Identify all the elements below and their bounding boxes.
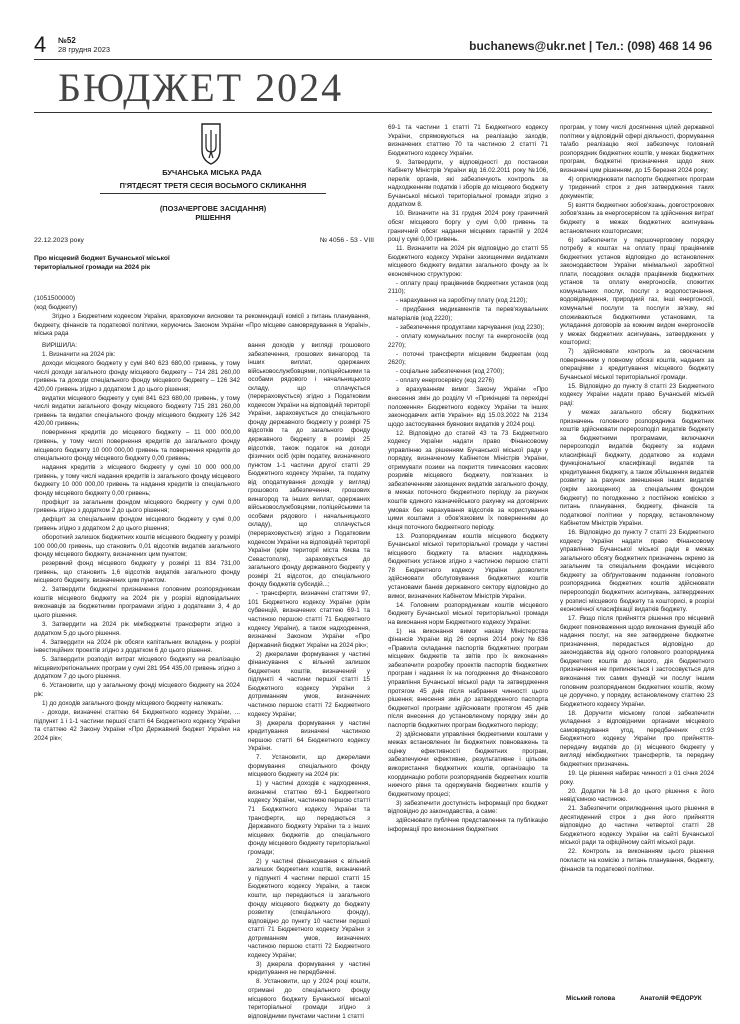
paragraph: - придбання медикаментів та перев'язувальних матеріалів (код 2220); [388, 306, 548, 323]
paragraph: - оплату комунальних послуг та енергоносіїв (код 2270); [388, 333, 548, 349]
text-column-2 [248, 342, 370, 1020]
paragraph: надання кредитів з місцевого бюджету у сумі 10 000 000,00 гривень, у тому числі надання кредитів із загального фонду місцевого бюджету 10 000 000,00 гривень та надання кредитів із спеціального фонду місцевого бюджету 0,00 гривень; [34, 464, 240, 497]
paragraph: 1. Визначити на 2024 рік: [42, 351, 116, 359]
paragraph: 3) забезпечити доступність інформації про бюджет відповідно до законодавства, а саме: [388, 799, 548, 816]
paragraph: - поточні трансферти місцевим бюджетам (код 2620); [388, 350, 548, 367]
paragraph: 17. Якщо після прийняття рішення про місцевий бюджет повноваження щодо виконання функцій або надання послуг, на яке затверджене бюджетне призначення, передається відповідно до законодавства від одного головного розпорядника бюджетних коштів до іншого, дія бюджетного призначення не припиняється і застосовується для виконання тих самих функцій чи послуг іншим головним розпорядником бюджетних коштів, якому це доручено, у порядку, встановленому статтею 23 Бюджетного кодексу України. [560, 615, 714, 708]
paragraph: 4. Затвердити на 2024 рік обсяги капітальних вкладень у розрізі інвестиційних проектів згідно з додатком 6 до цього рішення. [34, 638, 240, 655]
paragraph: ВИРІШИЛА: [42, 342, 78, 349]
session-type: (ПОЗАЧЕРГОВЕ ЗАСІДАННЯ) [159, 204, 267, 213]
issue-date: 28 грудня 2023 [58, 45, 111, 54]
paragraph: 1) у частині доходів є надходження, визначені статтею 69-1 Бюджетного кодексу України, частиною першою статті 71 Бюджетного кодексу України та трансферти, що передаються з Державного бюджету України та з інших місцевих бюджетів до спеціального фонду місцевого бюджету територіальної громади; [248, 780, 370, 856]
paragraph: профіцит за загальним фондом місцевого бюджету у сумі 0,00 гривень згідно з додатком 2 до цього рішення; [34, 498, 240, 515]
header-rule [34, 59, 712, 60]
signature-name: Анатолій ФЕДОРУК [640, 995, 702, 1002]
session-rule [100, 193, 326, 194]
paragraph: 22. Контроль за виконанням цього рішення покласти на комісію з питань планування, бюджету, фінансів та податкової політики. [560, 848, 714, 873]
paragraph: 3) джерела формування у частині кредитування визначені частиною першою статті 64 Бюджетного кодексу України. [248, 719, 370, 753]
paragraph: 9. Затвердити, у відповідності до постанови Кабінету Міністрів України від 16.02.2011 року №106, перелік органів, які забезпечують контроль за надходженням податків і зборів до місцевого бюджету Бучанської міської територіальної громади згідно з додатком 8. [388, 158, 548, 209]
page-number: 4 [34, 32, 47, 57]
paragraph: 8. Установити, що у 2024 році кошти, отримані до спеціального фонду місцевого бюджету Бучанської міської територіальної громади згідно з відповідними пунктами частини 1 статті [248, 978, 370, 1020]
document-type: РІШЕННЯ [195, 213, 231, 222]
paragraph: 16. Відповідно до пункту 7 статті 23 Бюджетного кодексу України надати право Фінансовому управлінню Бучанської міської ради в межах загального обсягу бюджетних призначень окремо за загальним та спеціальним фондами місцевого бюджету за обґрунтованим поданням головного розпорядника бюджетних коштів здійснювати перерозподіл бюджетних асигнувань, затверджених у розписі місцевого бюджету та кошторисі, в розрізі економічної класифікації видатків бюджету. [560, 529, 714, 614]
paragraph: - оплату енергосервісу (код 2276) [396, 377, 495, 385]
paragraph: вання доходів у вигляді грошового забезпечення, грошових винагород та інших виплат, одержаних військовослужбовцями, поліцейськими та особами рядового і начальницького складу, що сплачується (перераховується) згідно з Податковим кодексом України на відповідній території України, зараховується до спеціального фонду державного бюджету у розмірі 75 відсотків та до загального фонду державного бюджету в розмірі 25 відсотків, також податок на доходи фізичних осіб (крім податку, визначеного пунктом 1-1 частини другої статті 29 Бюджетного кодексу України, та податку від оподаткування доходів у вигляді грошового забезпечення, грошових винагород та інших виплат, одержаних військовослужбовцями, поліцейськими та особами рядового і начальницького складу), що сплачується (перераховується) згідно з Податковим кодексом України на відповідній території України (крім території міста Києва та Севастополя), зараховується до загального фонду державного бюджету у розмірі 21 відсоток, до спеціального фонду бюджетів субсидій...; [248, 342, 370, 589]
session-name: П'ЯТДЕСЯТ ТРЕТЯ СЕСІЯ ВОСЬМОГО СКЛИКАННЯ [119, 181, 307, 190]
paragraph: 6) забезпечити у першочерговому порядку потребу в коштах на оплату праці працівників бюджетних установ відповідно до встановлених законодавством України мінімальної заробітної плати, посадових окладів працівників бюджетних установ та оплату енергоносіїв, спожитих комунальних послуг, послуг з водопостачання, водовідведення, природний газ, інші енергоносії, комунальні послуги та послуги зв'язку, які споживаються бюджетними установами, та укладання договорів за кожним видом енергоносіїв у межах бюджетних асигнувань, затверджених у кошторисі; [560, 236, 714, 347]
issue-number: №52 [58, 36, 76, 45]
decision-intro [34, 313, 370, 339]
text-column-1 [34, 342, 240, 1002]
issue-info [58, 36, 110, 54]
contacts: buchanews@ukr.net | Тел.: (098) 468 14 96 [469, 39, 712, 53]
paragraph: доходи місцевого бюджету у сумі 840 623 680,00 гривень, у тому числі доходи загального фонду місцевого бюджету – 714 281 260,00 гривень та доходи спеціального фонду місцевого бюджету – 126 342 420,00 гривень згідно з додатком 1 до цього рішення; [34, 360, 240, 393]
decision-date: 22.12.2023 року [34, 237, 84, 244]
paragraph: - оплату праці працівників бюджетних установ (код 2110); [388, 279, 548, 296]
budget-code: (1051500000) [34, 295, 76, 302]
paragraph: повернення кредитів до місцевого бюджету – 11 000 000,00 гривень, у тому числі повернення кредитів до загального фонду місцевого бюджету 10 000 000,00 гривень та повернення кредитів до спеціального фонду місцевого бюджету 0,00 гривень; [34, 429, 240, 463]
paragraph: 2) здійснювати управління бюджетними коштами у межах встановлених їм бюджетних повноважень та оцінку ефективності бюджетних програм, забезпечуючи ефективне, результативне і цільове використання бюджетних коштів, організацію та координацію роботи розпорядників бюджетних коштів нижчого рівня та одержувачів бюджетних коштів у бюджетному процесі; [388, 730, 548, 798]
decision-number: № 4056 - 53 - VIII [319, 237, 374, 244]
paragraph: - нарахування на заробітну плату (код 2120); [396, 297, 528, 305]
decision-title: Про місцевий бюджет Бучанської міської територіальної громади на 2024 рік [34, 255, 170, 271]
paragraph: 5. Затвердити розподіл витрат місцевого бюджету на реалізацію місцевих/регіональних програм у сумі 281 954 435,00 гривень згідно з додатком 7 до цього рішення. [34, 656, 240, 681]
paragraph: 4) оприлюднювати паспорти бюджетних програм у триденний строк з дня затвердження таких документів; [560, 175, 714, 200]
paragraph: 7) здійснювати контроль за своєчасним поверненням у повному обсязі коштів, наданих за операціями з кредитування місцевого бюджету Бучанської міської територіальної громади. [560, 348, 714, 381]
paragraph: 1) до доходів загального фонду місцевого бюджету належать: [42, 699, 224, 707]
page-header [34, 32, 712, 58]
signature-position: Міський голова [566, 995, 616, 1002]
paragraph: 2. Затвердити бюджетні призначення головним розпорядникам коштів місцевого бюджету на 2024 рік у розрізі відповідальних виконавців за бюджетними програмами згідно з додатками 3, 4 до цього рішення. [34, 586, 240, 619]
trident-coat-of-arms-icon [200, 122, 222, 166]
paragraph: з врахуванням вимог Закону України «Про внесення змін до розділу VI «Прикінцеві та перехідні положення» Бюджетного кодексу України та інших законодавчих актів України» від 15.03.2022 № 2134 щодо застосування бувнових видатків у 2024 році. [388, 386, 548, 428]
paragraph: 69-1 та частини 1 статті 71 Бюджетного кодексу України, спрямовуються на реалізацію заходів, визначених статтею 70 та частиною 2 статті 71 Бюджетного кодексу України. [388, 124, 548, 157]
paragraph: 3. Затвердити на 2024 рік міжбюджетні трансферти згідно з додатком 5 до цього рішення. [34, 621, 240, 637]
paragraph: програм, у тому числі досягнення цілей державної політики у відповідній сфері діяльності, формування та/або реалізацію якої забезпечує головний розпорядник бюджетних коштів, у межах бюджетних програм, бюджетні призначення щодо яких визначені цим рішенням, до 15 березня 2024 року; [560, 124, 714, 174]
paragraph: - соціальне забезпечення (код 2700); [396, 368, 505, 376]
title-rule [34, 112, 712, 113]
paragraph: дефіцит за спеціальним фондом місцевого бюджету у сумі 0,00 гривень згідно з додатком 2 до цього рішення; [34, 516, 240, 532]
text-column-4 [560, 124, 714, 994]
paragraph: - доходи, визначені статтею 64 Бюджетного кодексу України, ... підпункт 1 і 1-1 частини першої статті 64 Бюджетного кодексу України та статтею 42 Закону України «Про Державний бюджет України на 2024 рік»; [34, 708, 240, 742]
paragraph: 2) джерелами формування у частині фінансування є вільний залишок бюджетних коштів, визначений у підпункті 4 частини першої статті 15 Бюджетного кодексу України з дотриманням умов, визначених частиною першою статті 72 Бюджетного кодексу України; [248, 650, 370, 718]
section-title: БЮДЖЕТ 2024 [58, 65, 344, 110]
council-name: БУЧАНСЬКА МІСЬКА РАДА [162, 168, 262, 177]
paragraph: оборотний залишок бюджетних коштів місцевого бюджету у розмірі 100 000,00 гривень, що становить 0,01 відсотків видатків загального фонду місцевого бюджету, визначених цим пунктом; [34, 534, 240, 559]
paragraph: 1) на виконання вимог наказу Міністерства фінансів України від 26 серпня 2014 року №836 «Правила складання паспортів бюджетних програм місцевих бюджетів та звітів про їх виконання» забезпечити розробку проектів паспортів бюджетних програм і надання їх на погодження до Фінансового управління Бучанської міської ради та затвердження протягом 45 днів після набрання чинності цього рішення; внесення змін до затвердженого паспорта бюджетної програми здійснювати протягом 45 днів після внесення до установленому порядку змін до паспортів бюджетних програм бюджетного періоду; [388, 627, 548, 729]
paragraph: резервний фонд місцевого бюджету у розмірі 11 834 731,00 гривень, що становить 1,6 відсотків видатків загального фонду місцевого бюджету, визначених цим пунктом. [34, 560, 240, 585]
paragraph: 15. Відповідно до пункту 8 статті 23 Бюджетного кодексу України надати право Бучанській міській раді: [560, 382, 714, 407]
paragraph: 20. Додатки №1-8 до цього рішення є його невід'ємною частиною. [560, 787, 714, 804]
paragraph: - забезпечення продуктами харчування (код 2230); [396, 324, 545, 332]
text-column-3 [388, 124, 548, 1002]
paragraph: видатки місцевого бюджету у сумі 841 623 680,00 гривень, у тому числі видатки загального фонду місцевого бюджету 715 281 260,00 гривень та видатки спеціального фонду місцевого бюджету 126 342 420,00 гривень; [34, 394, 240, 428]
paragraph: 18. Доручити міському голові забезпечити укладення з відповідними органами місцевого самоврядування угод, передбачених ст.93 Бюджетного кодексу України про прийняття-передачу видатків до (з) місцевого бюджету у вигляді міжбюджетних трансфертів, та передачу бюджетних призначень. [560, 709, 714, 768]
decision-intro-text: Згідно з Бюджетним кодексом України, враховуючи висновки та рекомендації комісії з питань планування, бюджету, фінансів та податкової політики, керуючись Законом України «Про місцеве самоврядування в Україні», міська рада [34, 313, 370, 337]
paragraph: 21. Забезпечити оприлюднення цього рішення в десятиденний строк з дня його прийняття відповідно до частини четвертої статті 28 Бюджетного кодексу України на сайті Бучанської міської ради та офіційному сайті міської ради. [560, 805, 714, 847]
budget-code-label: (код бюджету) [34, 304, 78, 311]
paragraph: 2) у частині фінансування є вільний залишок бюджетних коштів, визначений у підпункті 4 частини першої статті 15 Бюджетного кодексу України, а також кошти, що передаються із загального фонду місцевого бюджету до бюджету розвитку (спеціального фонду), відповідно до пункту 10 частини першої статті 71 Бюджетного кодексу України з дотриманням умов, визначених частиною першою статті 72 Бюджетного кодексу України; [248, 857, 370, 959]
paragraph: у межах загального обсягу бюджетних призначень головного розпорядника бюджетних коштів здійснювати перерозподіл видатків бюджету за бюджетними програмами, включаючи перерозподіл видатків бюджету за кодами класифікації бюджету, додатково за кодами функціональної класифікації видатків та кредитування бюджету, а також збільшення видатків розвитку за рахунок зменшення інших видатків (окрім захищених) за спеціальним фондом бюджету) по погодженню з постійною комісією з питань планування, бюджету, фінансів та податкової політики у порядку, встановленому Кабінетом Міністрів України. [560, 409, 714, 528]
paragraph: 6. Установити, що у загальному фонді місцевого бюджету на 2024 рік: [34, 682, 240, 698]
paragraph: 5) взяття бюджетних зобов'язань, довгострокових зобов'язань за енергосервісом та здійснення витрат бюджету в межах бюджетних асигнувань встановлених кошторисами; [560, 201, 714, 235]
paragraph: 19. Це рішення набирає чинності з 01 січня 2024 року. [560, 770, 714, 786]
paragraph: 14. Головним розпорядникам коштів місцевого бюджету Бучанської міської територіальної громади на виконання норм Бюджетного кодексу України: [388, 601, 548, 626]
paragraph: 10. Визначити на 31 грудня 2024 року граничний обсяг місцевого боргу у сумі 0,00 гривень та граничний обсяг надання місцевих гарантій у 2024 році у сумі 0,00 гривень. [388, 210, 548, 244]
paragraph: 12. Відповідно до статей 43 та 73 Бюджетного кодексу України надати право Фінансовому управлінню за рішенням Бучанської міської ради у порядку, визначеному Кабінетом Міністрів України, отримувати позики на покриття тимчасових касових розривів місцевого бюджету, пов'язаних із забезпеченням захищених видатків загального фонду, в межах поточного бюджетного періоду за рахунок коштів єдиного казначейського рахунку на договірних умовах без нарахування відсотків за користування цими коштами з обов'язковим їх поверненням до кінця поточного бюджетного періоду. [388, 429, 548, 531]
paragraph: здійснювати публічне представлення та публікацію інформації про виконання бюджетних [388, 817, 548, 833]
paragraph: 13. Розпорядникам коштів місцевого бюджету Бучанської міської територіальної громади у частині місцевого бюджету та власних надходжень бюджетних установ згідно з частиною першою статті 78 Бюджетного кодексу України дозволити здійснювати обслуговування бюджетних коштів установами банків державного сектору відповідно до вимог, визначених Кабінетом Міністрів України. [388, 532, 548, 600]
paragraph: 11. Визначити на 2024 рік відповідно до статті 55 Бюджетного кодексу України захищеними видатками місцевого бюджету видатки загального фонду за їх економічною структурою: [388, 245, 548, 278]
paragraph: 7. Установити, що джерелами формування спеціального фонду місцевого бюджету на 2024 рік: [248, 754, 370, 779]
paragraph: - трансферти, визначені статтями 97, 101 Бюджетного кодексу України (крім субвенцій, визначених статтею 69-1 та частиною першою статті 71 Бюджетного кодексу України), а також надходження, визначені Законом України «Про Державний бюджет України на 2024 рік»; [248, 590, 370, 649]
paragraph: 3) джерела формування у частині кредитування не передбачені. [248, 960, 370, 977]
